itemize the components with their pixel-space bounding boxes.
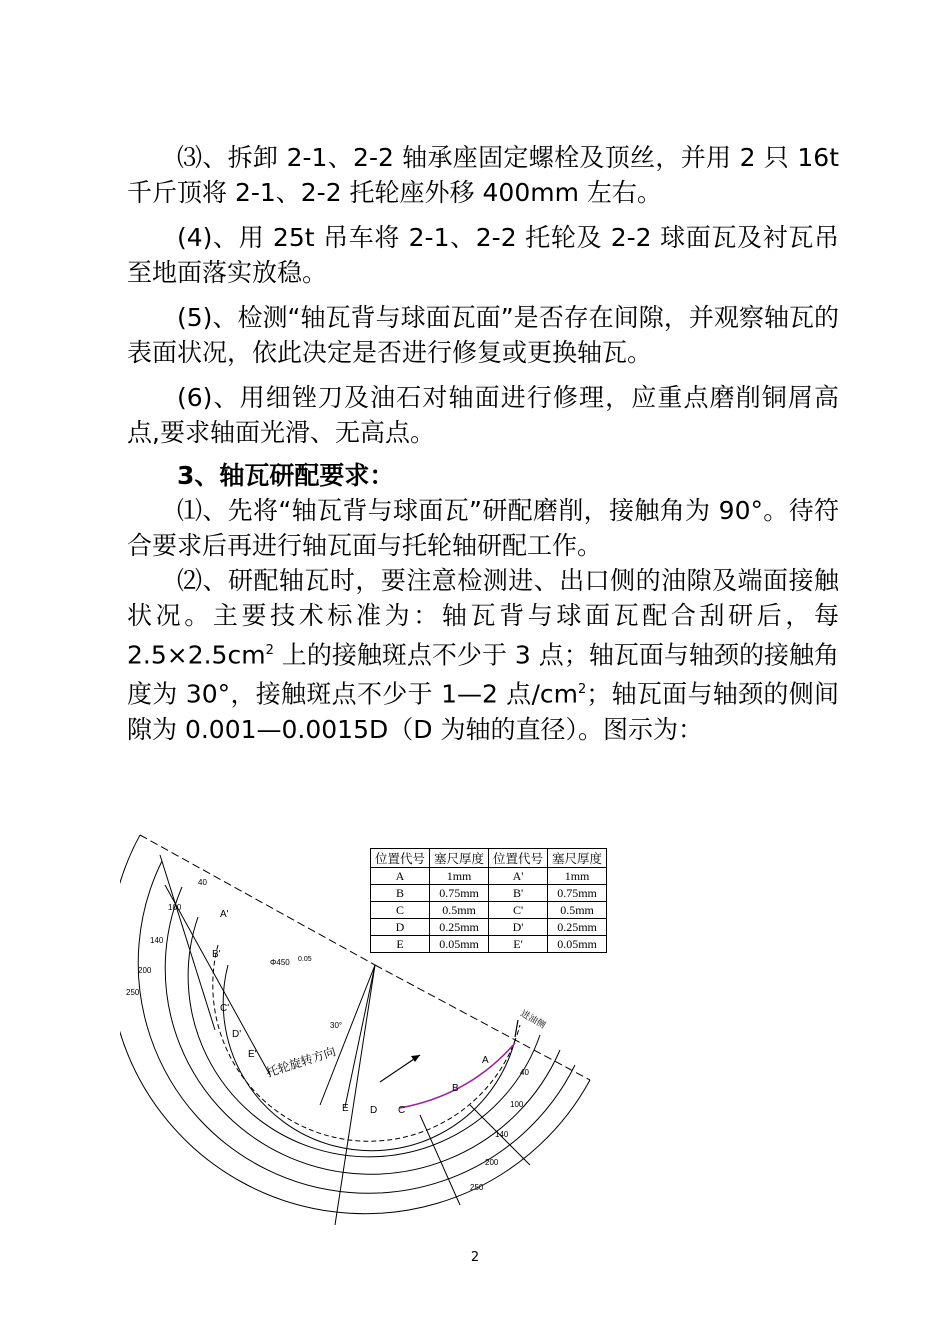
table-cell: 0.25mm xyxy=(430,919,489,936)
section-3-heading: 3、轴瓦研配要求： xyxy=(177,461,395,490)
diameter-label: Φ450 xyxy=(270,958,290,967)
table-row xyxy=(371,902,607,919)
dim-right-100: 100 xyxy=(510,1100,524,1109)
table-cell: 0.75mm xyxy=(548,885,607,902)
table-row xyxy=(371,868,607,885)
header-cell: 位置代号 xyxy=(371,849,430,868)
point-label-b: B xyxy=(452,1083,459,1094)
point-label-a: A xyxy=(482,1055,489,1066)
dim-left-200: 200 xyxy=(138,966,152,975)
table-cell: C xyxy=(371,902,430,919)
table-cell: 0.05mm xyxy=(430,936,489,953)
item-2-part-a: ⑵、研配轴瓦时，要注意检测进、出口侧的油隙及端面接触状况。主要技术标准为：轴瓦背与球面瓦配合刮研后，每 2.5×2.5cm xyxy=(127,566,839,670)
table-cell: A' xyxy=(489,868,548,885)
paragraph-step-3: ⑶、拆卸 2-1、2-2 轴承座固定螺栓及顶丝，并用 2 只 16t 千斤顶将 2-1、2-2 托轮座外移 400mm 左右。 xyxy=(127,143,839,207)
bearing-dash-arc xyxy=(213,945,520,1141)
body-text xyxy=(127,140,839,747)
table-cell: C' xyxy=(489,902,548,919)
table-cell: B' xyxy=(489,885,548,902)
paragraph-step-5: (5)、检测“轴瓦背与球面瓦面”是否存在间隙，并观察轴瓦的表面状况，依此决定是否进行修复或更换轴瓦。 xyxy=(127,303,839,367)
header-cell: 塞尺厚度 xyxy=(548,849,607,868)
table-header-row xyxy=(371,849,607,868)
table-cell: 0.5mm xyxy=(548,902,607,919)
item-2-part-b: 上的接触斑点不少于 3 点；轴瓦面与轴颈的接触角度为 30°，接触斑点不少于 1—2 点/cm xyxy=(127,640,839,709)
radial-right-1 xyxy=(420,1115,460,1205)
section-3-item-2 xyxy=(127,563,839,747)
point-label-d-prime: D' xyxy=(232,1029,242,1040)
dim-left-40: 40 xyxy=(198,878,207,887)
dim-right-140: 140 xyxy=(495,1130,509,1139)
table-row xyxy=(371,936,607,953)
dim-right-200: 200 xyxy=(485,1158,499,1167)
item-2-part-c: ；轴瓦面与轴颈的侧间隙为 0.001—0.0015D（D 为轴的直径）。图示为： xyxy=(127,679,839,744)
tolerance-label: 0.05 xyxy=(298,956,312,963)
table-cell: 0.25mm xyxy=(548,919,607,936)
point-label-c: C xyxy=(398,1105,406,1116)
rotation-label: 托轮旋转方向 xyxy=(264,1044,338,1080)
table-cell: 1mm xyxy=(548,868,607,885)
angle-line-1 xyxy=(320,965,375,1105)
dim-right-40: 40 xyxy=(520,1068,529,1077)
point-label-e: E xyxy=(342,1103,349,1114)
dim-left-140: 140 xyxy=(150,936,164,945)
page-number: 2 xyxy=(470,1250,480,1265)
table-cell: D xyxy=(371,919,430,936)
angle-line-2 xyxy=(345,965,375,1107)
feeler-gauge-table xyxy=(370,848,607,953)
table-cell: 0.75mm xyxy=(430,885,489,902)
table-cell: E' xyxy=(489,936,548,953)
item-2-sup-1: 2 xyxy=(265,643,274,658)
table-cell: 1mm xyxy=(430,868,489,885)
inlet-label: 进油侧 xyxy=(519,1008,548,1031)
point-label-a-prime: A' xyxy=(220,909,229,920)
radial-bottom xyxy=(335,965,378,1225)
point-label-c-prime: C' xyxy=(220,1003,230,1014)
table-cell: 0.5mm xyxy=(430,902,489,919)
point-label-e-prime: E' xyxy=(248,1049,257,1060)
table-row xyxy=(371,885,607,902)
dim-left-250: 250 xyxy=(126,988,140,997)
table-cell: 0.05mm xyxy=(548,936,607,953)
dim-right-250: 250 xyxy=(470,1183,484,1192)
center-line-left xyxy=(140,835,375,965)
table-cell: A xyxy=(371,868,430,885)
dim-left-100: 100 xyxy=(168,903,182,912)
table-cell: E xyxy=(371,936,430,953)
table-cell: D' xyxy=(489,919,548,936)
section-3-item-1: ⑴、先将“轴瓦背与球面瓦”研配磨削，接触角为 90°。待符合要求后再进行轴瓦面与托轮轴研配工作。 xyxy=(127,496,839,560)
angle-label: 30° xyxy=(330,1021,343,1030)
table-cell: B xyxy=(371,885,430,902)
point-label-b-prime: B' xyxy=(212,949,221,960)
paragraph-step-4: (4)、用 25t 吊车将 2-1、2-2 托轮及 2-2 球面瓦及衬瓦吊至地面落实放稳。 xyxy=(127,223,839,287)
table-row xyxy=(371,919,607,936)
item-2-sup-2: 2 xyxy=(578,682,587,698)
contact-arc xyxy=(400,1043,515,1108)
rotation-arrow-head xyxy=(411,1055,420,1062)
point-label-d: D xyxy=(370,1105,378,1116)
paragraph-step-6: (6)、用细锉刀及油石对轴面进行修理，应重点磨削铜屑高点,要求轴面光滑、无高点。 xyxy=(127,383,839,447)
header-cell: 塞尺厚度 xyxy=(430,849,489,868)
header-cell: 位置代号 xyxy=(489,849,548,868)
